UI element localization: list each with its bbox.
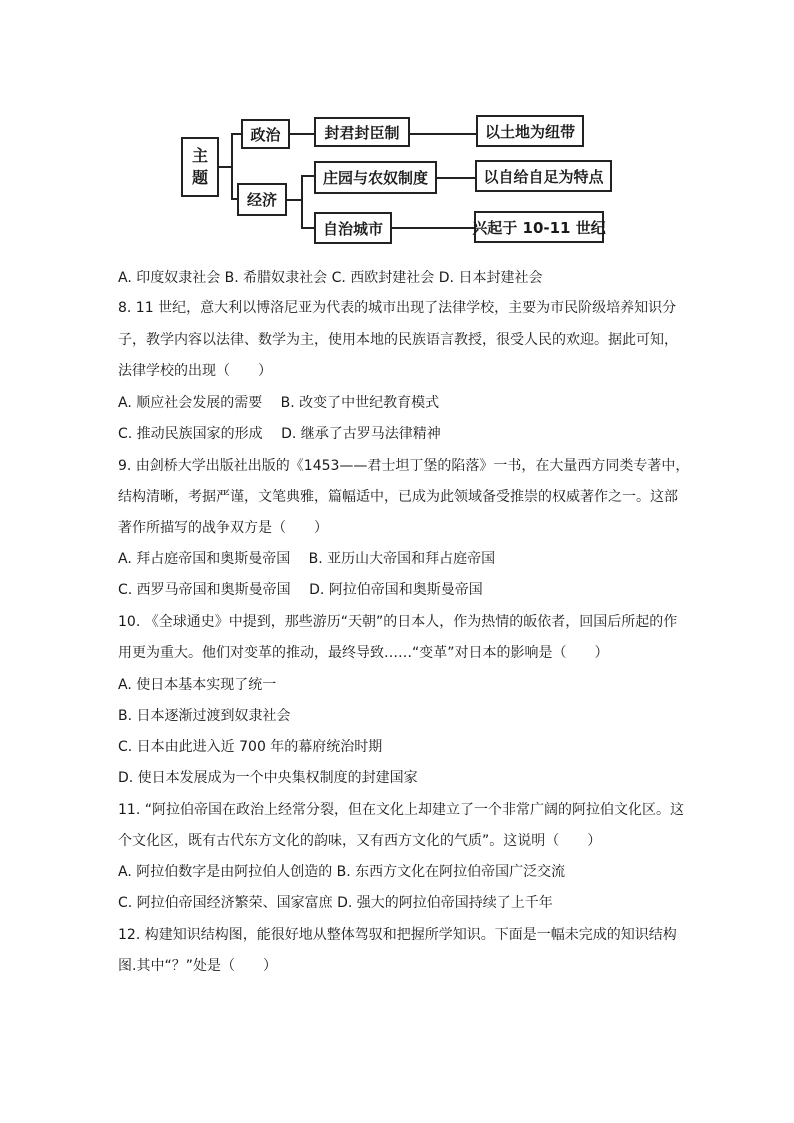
connector (231, 133, 233, 199)
q10-option-c: C. 日本由此进入近 700 年的幕府统治时期 (118, 739, 383, 755)
q8-options-ab: A. 顺应社会发展的需要 B. 改变了中世纪教育模式 (118, 395, 440, 411)
politics-box (241, 119, 290, 149)
city-label: 自治城市 (322, 219, 383, 238)
economy-box (237, 183, 287, 216)
connector (301, 227, 314, 229)
root-box (181, 137, 219, 197)
q9-stem-line-1: 9. 由剑桥大学出版社出版的《1453——君士坦丁堡的陷落》一书，在大量西方同类专著中， (118, 458, 690, 474)
q11-stem-line-1: 11. “阿拉伯帝国在政治上经常分裂，但在文化上却建立了一个非常广阔的阿拉伯文化区。这 (118, 802, 684, 818)
connector (301, 175, 314, 177)
feudal-label: 封君封臣制 (324, 123, 400, 142)
q11-options-ab: A. 阿拉伯数字是由阿拉伯人创造的 B. 东西方文化在阿拉伯帝国广泛交流 (118, 864, 566, 880)
q12-stem-line-2: 图.其中“？”处是（ ） (118, 958, 277, 974)
q9-options-cd: C. 西罗马帝国和奥斯曼帝国 D. 阿拉伯帝国和奥斯曼帝国 (118, 582, 483, 598)
q10-option-b: B. 日本逐渐过渡到奴隶社会 (118, 708, 291, 724)
politics-label: 政治 (250, 125, 281, 144)
q9-options-ab: A. 拜占庭帝国和奥斯曼帝国 B. 亚历山大帝国和拜占庭帝国 (118, 551, 496, 567)
q10-option-a: A. 使日本基本实现了统一 (118, 677, 277, 693)
q8-options-cd: C. 推动民族国家的形成 D. 继承了古罗马法律精神 (118, 426, 441, 442)
q8-stem-line-3: 法律学校的出现（ ） (118, 363, 272, 379)
q9-stem-line-3: 著作所描写的战争双方是（ ） (118, 520, 328, 536)
rise-box (474, 211, 604, 243)
root-label-2: 题 (191, 168, 208, 187)
q10-option-d: D. 使日本发展成为一个中央集权制度的封建国家 (118, 770, 418, 786)
rise-label: 兴起于 10-11 世纪 (472, 218, 606, 237)
land-tie-label: 以土地为纽带 (484, 122, 575, 141)
q8-stem-line-1: 8. 11 世纪，意大利以博洛尼亚为代表的城市出现了法律学校，主要为市民阶级培养知识分 (118, 300, 677, 316)
connector (219, 166, 231, 168)
self-sufficient-box (475, 160, 612, 192)
q11-options-cd: C. 阿拉伯帝国经济繁荣、国家富庶 D. 强大的阿拉伯帝国持续了上千年 (118, 895, 553, 911)
root-label-1: 主 (191, 146, 208, 165)
knowledge-diagram (0, 0, 794, 260)
connector (392, 227, 474, 229)
connector (290, 133, 314, 135)
q7-options: A. 印度奴隶社会 B. 希腊奴隶社会 C. 西欧封建社会 D. 日本封建社会 (118, 270, 543, 286)
connector (410, 133, 476, 135)
connector (231, 133, 241, 135)
city-box (314, 212, 392, 244)
q10-stem-line-2: 用更为重大。他们对变革的推动，最终导致……“变革”对日本的影响是（ ） (118, 645, 609, 661)
q12-stem-line-1: 12. 构建知识结构图，能很好地从整体驾驭和把握所学知识。下面是一幅未完成的知识结构 (118, 927, 677, 943)
manor-box (314, 161, 437, 194)
q9-stem-line-2: 结构清晰，考据严谨，文笔典雅，篇幅适中，已成为此领域备受推崇的权威著作之一。这部 (118, 489, 678, 505)
economy-label: 经济 (246, 191, 277, 209)
connector (437, 177, 475, 179)
self-sufficient-label: 以自给自足为特点 (483, 167, 604, 186)
q10-stem-line-1: 10. 《全球通史》中提到，那些游历“天朝”的日本人，作为热情的皈依者，回国后所起的作 (118, 614, 678, 630)
q11-stem-line-2: 个文化区，既有古代东方文化的韵味，又有西方文化的气质”。这说明（ ） (118, 833, 602, 849)
land-tie-box (476, 115, 584, 147)
q8-stem-line-2: 子，教学内容以法律、数学为主，使用本地的民族语言教授，很受人民的欢迎。据此可知， (118, 332, 678, 348)
manor-label: 庄园与农奴制度 (322, 169, 428, 187)
feudal-box (314, 117, 410, 147)
connector (301, 175, 303, 228)
